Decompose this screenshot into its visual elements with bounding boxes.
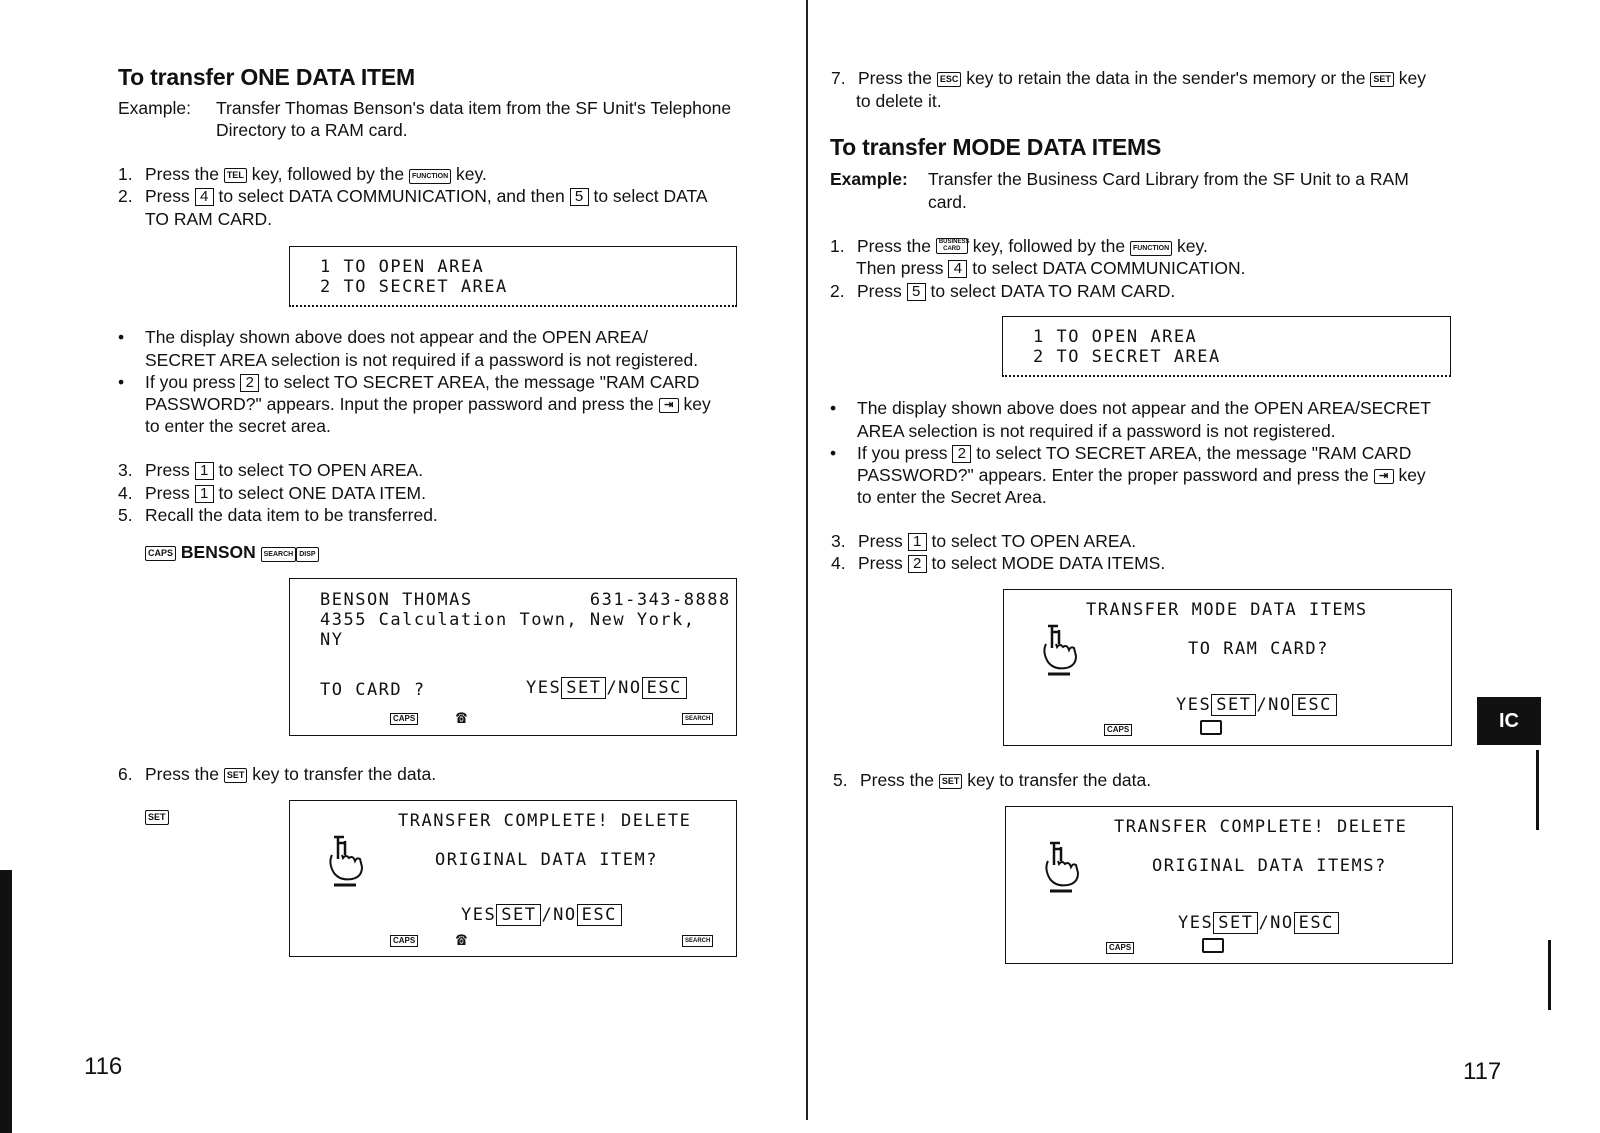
hand-pointer-icon: [1042, 839, 1084, 897]
bullet-dot: •: [118, 327, 125, 347]
lcd-line: ORIGINAL DATA ITEMS?: [1152, 856, 1387, 876]
bullet-text: PASSWORD?" appears. Enter the proper password and press the: [857, 465, 1369, 485]
search-key-icon: SEARCH: [261, 547, 297, 562]
lcd-line: TRANSFER MODE DATA ITEMS: [1086, 600, 1368, 620]
step-text: key to retain the data in the sender's memory or the: [966, 68, 1366, 88]
step-text: Press: [145, 186, 190, 206]
key-2-icon: 2: [952, 445, 971, 463]
step-number: 1.: [830, 236, 845, 256]
bullet-2-line2: [145, 393, 711, 416]
step-number: 3.: [831, 531, 846, 551]
step-5: [118, 504, 438, 527]
lcd-yes-no: [461, 905, 622, 925]
set-key-icon: SET: [224, 768, 248, 783]
lcd-no: /NO: [1258, 913, 1294, 933]
set-key-icon: SET: [939, 774, 963, 789]
lcd-no: /NO: [541, 905, 577, 925]
step-2: [830, 280, 1175, 303]
step-text: Press: [145, 460, 190, 480]
bullet-2-line3: to enter the secret area.: [145, 416, 331, 436]
step-number: 4.: [831, 553, 846, 573]
step-7: [831, 67, 1426, 90]
bullet-text: The display shown above does not appear and the OPEN AREA/: [145, 327, 648, 347]
bullet-text: The display shown above does not appear and the OPEN AREA/SECRET: [857, 398, 1431, 418]
lcd-esc-box: ESC: [1294, 912, 1339, 934]
step-text: to select TO OPEN AREA.: [931, 531, 1137, 551]
step-text: to select DATA COMMUNICATION, and then: [218, 186, 565, 206]
lcd-set-box: SET: [561, 677, 606, 699]
key-2-icon: 2: [240, 374, 259, 392]
bullet-dot: •: [118, 372, 125, 392]
step-text: to select DATA TO RAM CARD.: [930, 281, 1176, 301]
lcd-line: 4355 Calculation Town, New York,: [320, 610, 696, 630]
lcd-yes: YES: [1178, 913, 1214, 933]
tel-key-icon: TEL: [224, 168, 247, 183]
step-number: 7.: [831, 68, 846, 88]
step-1: [118, 163, 487, 186]
set-key-icon: SET: [145, 810, 169, 825]
lcd-caps-indicator: CAPS: [390, 713, 418, 725]
step-6: [118, 763, 436, 786]
example-text-line1: Transfer Thomas Benson's data item from the SF Unit's Telephone: [216, 98, 732, 118]
telephone-icon: ☎: [456, 707, 469, 728]
page-edge-shadow: [0, 0, 14, 1133]
lcd-line: 1 TO OPEN AREA: [320, 257, 485, 277]
bullet-1-line2: AREA selection is not required if a password is not registered.: [857, 421, 1336, 441]
lcd-transfer-complete: [289, 800, 737, 957]
step-text: Press: [857, 281, 902, 301]
function-key-icon: FUNCTION: [409, 169, 451, 184]
bullet-text: to select TO SECRET AREA, the message "RAM CARD: [976, 443, 1412, 463]
lcd-esc-box: ESC: [1292, 694, 1337, 716]
step-text: key, followed by the: [251, 164, 405, 184]
esc-key-icon: ESC: [937, 72, 962, 87]
example-text-line2: card.: [928, 192, 967, 212]
step-text: key to transfer the data.: [967, 770, 1152, 790]
lcd-no: /NO: [1256, 695, 1292, 715]
page-edge-mark: [1548, 940, 1551, 1010]
lcd-esc-box: ESC: [642, 677, 687, 699]
edge-shadow-bar: [0, 870, 12, 1133]
step-text: Press: [858, 553, 903, 573]
step-text: key: [1398, 68, 1426, 88]
step-7-line2: to delete it.: [856, 91, 942, 111]
lcd-yes: YES: [461, 905, 497, 925]
step-text: key to transfer the data.: [252, 764, 437, 784]
lcd-line: ORIGINAL DATA ITEM?: [435, 850, 658, 870]
enter-key-icon: ⇥: [659, 398, 679, 413]
lcd-prompt: TO CARD ?: [320, 680, 426, 700]
lcd-line: 2 TO SECRET AREA: [320, 277, 508, 297]
lcd-search-indicator: SEARCH: [682, 713, 713, 725]
step-text: Recall the data item to be transferred.: [145, 505, 438, 525]
lcd-caps-indicator: CAPS: [390, 935, 418, 947]
section-heading: To transfer ONE DATA ITEM: [118, 64, 415, 90]
lcd-transfer-mode-items: [1003, 589, 1452, 746]
telephone-icon: ☎: [456, 929, 469, 950]
page-number: 117: [1463, 1058, 1502, 1085]
step-text: Press: [858, 531, 903, 551]
step-text: to select DATA: [593, 186, 708, 206]
lcd-set-box: SET: [496, 904, 541, 926]
lcd-caps-indicator: CAPS: [1106, 942, 1134, 954]
step-text: Press the: [145, 764, 219, 784]
lcd-no: /NO: [606, 678, 642, 698]
bullet-dot: •: [830, 398, 837, 418]
lcd-line: TO RAM CARD?: [1188, 639, 1329, 659]
key-1-icon: 1: [195, 485, 214, 503]
step-5: [833, 769, 1151, 792]
set-key-icon: SET: [1370, 72, 1394, 87]
step-text: key.: [1177, 236, 1208, 256]
lcd-line: 2 TO SECRET AREA: [1033, 347, 1221, 367]
step-number: 2.: [118, 186, 133, 206]
lcd-line: BENSON THOMAS 631-343-8888: [320, 590, 731, 610]
bullet-1-line2: SECRET AREA selection is not required if a password is not registered.: [145, 350, 699, 370]
recall-sequence: [145, 541, 319, 564]
key-5-icon: 5: [570, 188, 589, 206]
step-text: to select TO OPEN AREA.: [218, 460, 424, 480]
step-1-line2: [856, 257, 1246, 280]
lcd-search-indicator: SEARCH: [682, 935, 713, 947]
step-2: [118, 185, 708, 208]
step-number: 5.: [833, 770, 848, 790]
recall-word: BENSON: [180, 542, 256, 562]
step-number: 2.: [830, 281, 845, 301]
step-number: 5.: [118, 505, 133, 525]
step-text: Press: [145, 483, 190, 503]
step-text: to select ONE DATA ITEM.: [218, 483, 426, 503]
bullet-text: PASSWORD?" appears. Input the proper password and press the: [145, 394, 654, 414]
card-icon: [1202, 938, 1224, 953]
bullet-2: [118, 371, 699, 394]
lcd-yes-no: [1178, 913, 1339, 933]
bullet-text: If you press: [145, 372, 236, 392]
example-label: Example:: [830, 169, 908, 189]
card-icon: [1200, 720, 1222, 735]
key-2-icon: 2: [908, 555, 927, 573]
lcd-caps-indicator: CAPS: [1104, 724, 1132, 736]
bullet-1: [118, 326, 648, 349]
lcd-line: NY: [320, 630, 344, 650]
bullet-1: [830, 397, 1431, 420]
step-3: [118, 459, 423, 482]
lcd-line: TRANSFER COMPLETE! DELETE: [398, 811, 692, 831]
lcd-esc-box: ESC: [577, 904, 622, 926]
step-text: Then press: [856, 258, 944, 278]
bullet-text: key: [1398, 465, 1426, 485]
step-text: Press the: [145, 164, 219, 184]
step-text: to select DATA COMMUNICATION.: [972, 258, 1246, 278]
step-text: key.: [456, 164, 487, 184]
bullet-text: to select TO SECRET AREA, the message "RAM CARD: [264, 372, 700, 392]
key-5-icon: 5: [907, 283, 926, 301]
step-4: [118, 482, 426, 505]
step-2-line2: TO RAM CARD.: [145, 209, 273, 229]
right-page: [800, 0, 1600, 1133]
disp-key-icon: DISP: [296, 547, 318, 562]
step-number: 3.: [118, 460, 133, 480]
bullet-dot: •: [830, 443, 837, 463]
ic-chapter-tab-icon: IC: [1477, 697, 1541, 745]
section-heading: To transfer MODE DATA ITEMS: [830, 134, 1162, 160]
lcd-confirm-transfer: [289, 578, 737, 736]
bullet-text: If you press: [857, 443, 948, 463]
bullet-2: [830, 442, 1411, 465]
step-3: [831, 530, 1136, 553]
lcd-line: TRANSFER COMPLETE! DELETE: [1114, 817, 1408, 837]
step-text: Press the: [858, 68, 932, 88]
lcd-transfer-complete: [1005, 806, 1453, 964]
business-card-key-icon: BUSINESS CARD: [936, 238, 968, 254]
step-text: to select MODE DATA ITEMS.: [931, 553, 1166, 573]
caps-key-icon: CAPS: [145, 546, 176, 561]
lcd-yes: YES: [1176, 695, 1212, 715]
step-text: Press the: [860, 770, 934, 790]
lcd-line: 1 TO OPEN AREA: [1033, 327, 1198, 347]
lcd-area-select: [289, 246, 737, 307]
lcd-set-box: SET: [1211, 694, 1256, 716]
step-number: 4.: [118, 483, 133, 503]
key-4-icon: 4: [948, 260, 967, 278]
example-text-line2: Directory to a RAM card.: [216, 120, 408, 140]
example-text-line1: Transfer the Business Card Library from the SF Unit to a RAM: [928, 169, 1409, 189]
page-number: 116: [84, 1053, 123, 1080]
key-1-icon: 1: [908, 533, 927, 551]
hand-pointer-icon: [326, 833, 368, 891]
function-key-icon: FUNCTION: [1130, 241, 1172, 256]
step-number: 1.: [118, 164, 133, 184]
step-text: key, followed by the: [972, 236, 1126, 256]
lcd-area-select: [1002, 316, 1451, 377]
page-edge-mark: [1536, 750, 1539, 830]
bullet-2-line2: [857, 464, 1426, 487]
key-4-icon: 4: [195, 188, 214, 206]
bullet-text: key: [683, 394, 711, 414]
lcd-yes-no: [1176, 695, 1337, 715]
example-label: Example:: [118, 98, 191, 118]
enter-key-icon: ⇥: [1374, 469, 1394, 484]
step-number: 6.: [118, 764, 133, 784]
bullet-2-line3: to enter the Secret Area.: [857, 487, 1047, 507]
lcd-yes-no: [526, 678, 687, 698]
step-4: [831, 552, 1165, 575]
hand-pointer-icon: [1040, 622, 1082, 680]
lcd-set-box: SET: [1213, 912, 1258, 934]
step-1: [830, 235, 1208, 258]
step-text: Press the: [857, 236, 931, 256]
key-1-icon: 1: [195, 462, 214, 480]
lcd-yes: YES: [526, 678, 562, 698]
